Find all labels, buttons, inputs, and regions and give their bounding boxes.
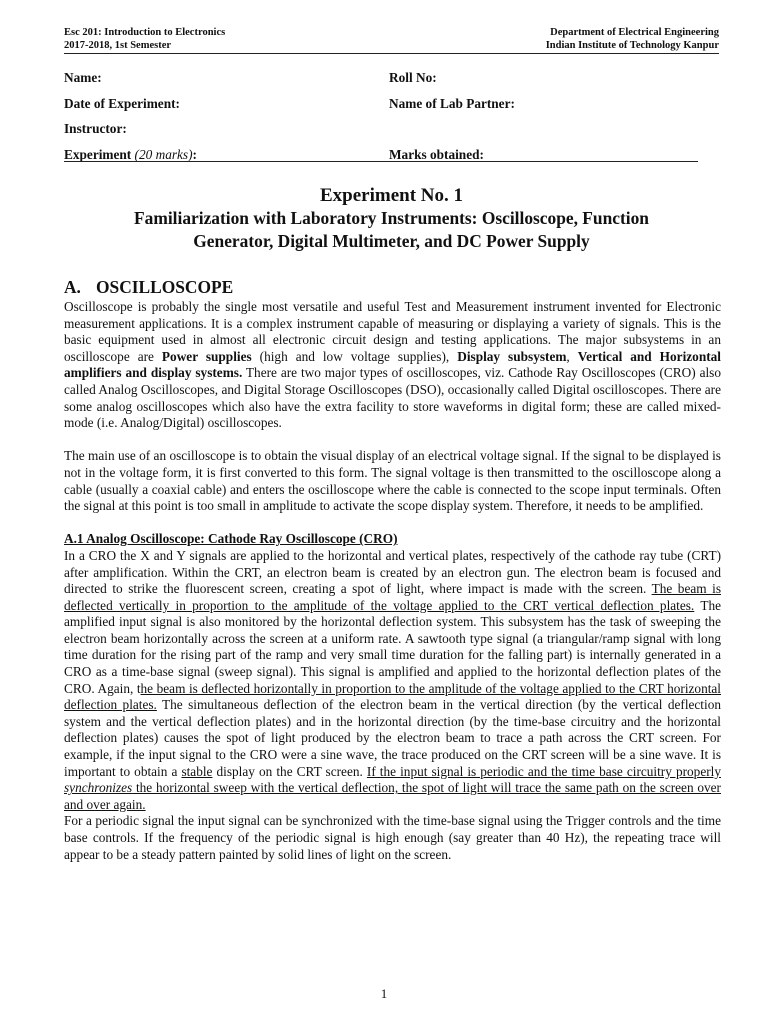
experiment-title [64, 184, 719, 253]
text-run: In a CRO the X and Y signals are applied to the horizontal and vertical plates, respectively of the cathode ray tube (CRT) after amplification. Within the CRT, an electron beam is created by an electron gun. The electron beam is focused and directed to strike the fluorescent screen, creating a spot of light, where impact is made with the screen. [64, 547, 721, 597]
experiment-number: Experiment No. 1 [319, 185, 463, 206]
name-label: Name: [64, 70, 102, 85]
underlined-run: the horizontal sweep with the vertical deflection, the spot of light will trace the same path on the screen over and over again. [64, 780, 721, 812]
header-left [64, 27, 225, 52]
underlined-run: The beam is deflected vertically in proportion to the amplitude of the voltage applied to the CRT vertical deflection plates. [64, 581, 721, 613]
info-row [64, 96, 698, 122]
section-number: A. [64, 277, 81, 297]
course-title: Esc 201: Introduction to Electronics [64, 27, 226, 38]
text-run: Oscilloscope is probably the single most versatile and useful Test and Measurement instrument invented for Electronic measurement applications. It is a complex instrument capable of measuring or displaying a variety of signals. This is the basic equipment used in almost all electronic circuit design and testing applications. The major subsystems in an oscilloscope are [64, 299, 721, 364]
info-row [64, 70, 698, 96]
text-run: The simultaneous deflection of the electron beam in the vertical direction (by the vertical deflection system and the vertical deflection plates) and in the horizontal direction (by the time-base circuitry and the horizontal deflection plates) causes the spot of light produced by the electron beam to trace a path across the CRT screen. For example, if the input signal to the CRO were a sine wave, the trace produced on the CRT screen will be a sine wave. It is important to obtain a [64, 697, 721, 779]
underlined-italic-run: synchronizes [64, 780, 133, 796]
subsection-heading: A.1 Analog Oscilloscope: Cathode Ray Oscilloscope (CRO) [64, 531, 398, 547]
paragraph [64, 548, 721, 814]
underlined-run: If the input signal is periodic and the time base circuitry properly [366, 763, 721, 779]
underlined-run: stable [181, 763, 213, 779]
bold-run: Vertical and Horizontal amplifiers and display systems. [64, 348, 721, 381]
experiment-label [64, 147, 197, 162]
section-heading [64, 276, 721, 298]
title-line: Familiarization with Laboratory Instruments: Oscilloscope, Function [134, 208, 649, 228]
info-divider [64, 161, 698, 162]
header-right [546, 27, 719, 52]
student-info-block [64, 70, 698, 172]
section-title: OSCILLOSCOPE [96, 277, 234, 297]
experiment-colon: : [192, 146, 197, 162]
text-run: , [566, 348, 578, 364]
page-number: 1 [380, 986, 388, 1001]
text-run: The amplified input signal is also monitored by the horizontal deflection system. This subsystem has the task of sweeping the electron beam horizontally across the screen at a uniform rate. A sawtooth type signal (a triangular/ramp signal with long time duration for the rising part of the ramp and very small time duration for the falling part) is internally generated in a CRO as a time-base signal (sweep signal). This signal is amplified and applied to the horizontal deflection plates of the CRO. Again, t [64, 597, 721, 696]
info-row [64, 147, 698, 173]
experiment-label-text: Experiment [64, 146, 135, 162]
paragraph: For a periodic signal the input signal can be synchronized with the time-base signal using the Trigger controls and the time base controls. If the frequency of the periodic signal is high enough (say greater than 40 Hz), the repeating trace will appear to be a steady pattern painted by solid lines of light on the screen. [64, 813, 721, 862]
institute: Indian Institute of Technology Kanpur [545, 39, 719, 51]
bold-run: Display subsystem [457, 348, 567, 364]
body-text [64, 276, 721, 863]
semester: 2017-2018, 1st Semester [64, 39, 172, 51]
date-label: Date of Experiment: [64, 95, 180, 111]
text-run: display on the CRT screen. [212, 763, 367, 779]
header-divider [64, 53, 719, 54]
partner-label: Name of Lab Partner: [389, 95, 515, 111]
paragraph-gap [64, 432, 721, 449]
paragraph [64, 299, 721, 432]
paragraph-gap [64, 515, 721, 532]
text-run: There are two major types of oscilloscopes, viz. Cathode Ray Oscilloscopes (CRO) also called Analog Oscilloscopes, and Digital Storage Oscilloscopes (DSO), occasionally called Digital oscilloscopes. There are some analog oscilloscopes which also have the extra facility to store waveforms in digital form; these are called mixed-mode (i.e. Analog/Digital) oscilloscopes. [64, 365, 721, 431]
title-line: Generator, Digital Multimeter, and DC Power Supply [193, 231, 590, 251]
experiment-marks: (20 marks) [134, 146, 193, 162]
department: Department of Electrical Engineering [550, 27, 719, 38]
marks-obtained-label: Marks obtained: [389, 146, 484, 162]
info-row [64, 121, 698, 147]
roll-no-label: Roll No: [389, 70, 437, 85]
underlined-run: he beam is deflected horizontally in proportion to the amplitude of the voltage applied to the CRT horizontal deflection plates. [64, 680, 722, 713]
instructor-label: Instructor: [64, 121, 127, 136]
text-run: (high and low voltage supplies), [251, 348, 458, 364]
bold-run: Power supplies [161, 348, 252, 364]
paragraph: The main use of an oscilloscope is to obtain the visual display of an electrical voltage signal. If the signal to be displayed is not in the voltage form, it is first converted to this form. The signal voltage is then transmitted to the oscilloscope along a cable (usually a coaxial cable) and enters the oscilloscope where the cable is connected to the scope input terminals. Often the signal at this point is too small in amplitude to activate the scope display system. Therefore, it needs to be amplified. [64, 448, 721, 514]
